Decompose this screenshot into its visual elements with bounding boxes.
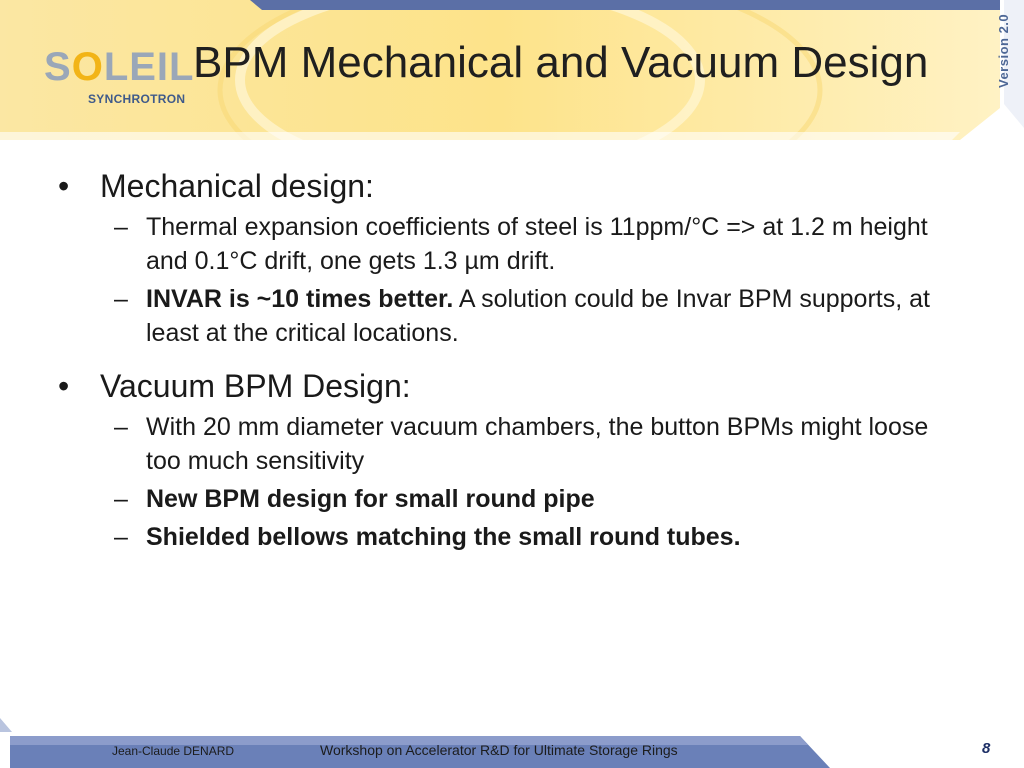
slide-title: BPM Mechanical and Vacuum Design [193, 38, 929, 87]
bullet-mechanical-design [58, 166, 978, 206]
dash-marker: – [114, 413, 128, 441]
logo-wordmark: SOLEIL [44, 45, 195, 89]
dash-marker: – [114, 213, 128, 241]
sub-bullet-text: Thermal expansion coefficients of steel is 11ppm/°C => at 1.2 m height and 0.1°C drift, one gets 1.3 µm drift. [146, 213, 928, 275]
bullet-marker: • [58, 368, 70, 404]
page-number: 8 [982, 740, 991, 757]
sub-bullet-bold-text: Shielded bellows matching the small round tubes. [146, 523, 741, 551]
sub-bullet-new-bpm-design [58, 482, 966, 516]
soleil-logo [44, 46, 194, 116]
bullet-marker: • [58, 168, 70, 204]
sub-bullet-text: With 20 mm diameter vacuum chambers, the button BPMs might loose too much sensitivity [146, 413, 929, 475]
sub-bullet-chamber-sensitivity [58, 410, 966, 478]
slide-content [58, 166, 978, 554]
dash-marker: – [114, 523, 128, 551]
bullet-vacuum-design [58, 366, 978, 406]
dash-marker: – [114, 485, 128, 513]
version-label: Version 2.0 [996, 13, 1011, 88]
bullet-text: Mechanical design: [100, 168, 374, 204]
sub-bullet-bold-text: New BPM design for small round pipe [146, 485, 595, 513]
sub-bullet-text: A solution could be Invar BPM supports, at least at the critical locations. [146, 285, 930, 347]
footer-author: Jean-Claude DENARD [112, 744, 235, 758]
slide-header [0, 0, 1024, 140]
bullet-text: Vacuum BPM Design: [100, 368, 411, 404]
footer-event: Workshop on Accelerator R&D for Ultimate Storage Rings [320, 742, 678, 758]
sub-bullet-shielded-bellows [58, 520, 966, 554]
dash-marker: – [114, 285, 128, 313]
logo-subtitle: SYNCHROTRON [88, 92, 186, 106]
sub-bullet-invar [58, 282, 966, 350]
sub-bullet-thermal-expansion [58, 210, 966, 278]
sub-bullet-bold-text: INVAR is ~10 times better. [146, 285, 454, 313]
